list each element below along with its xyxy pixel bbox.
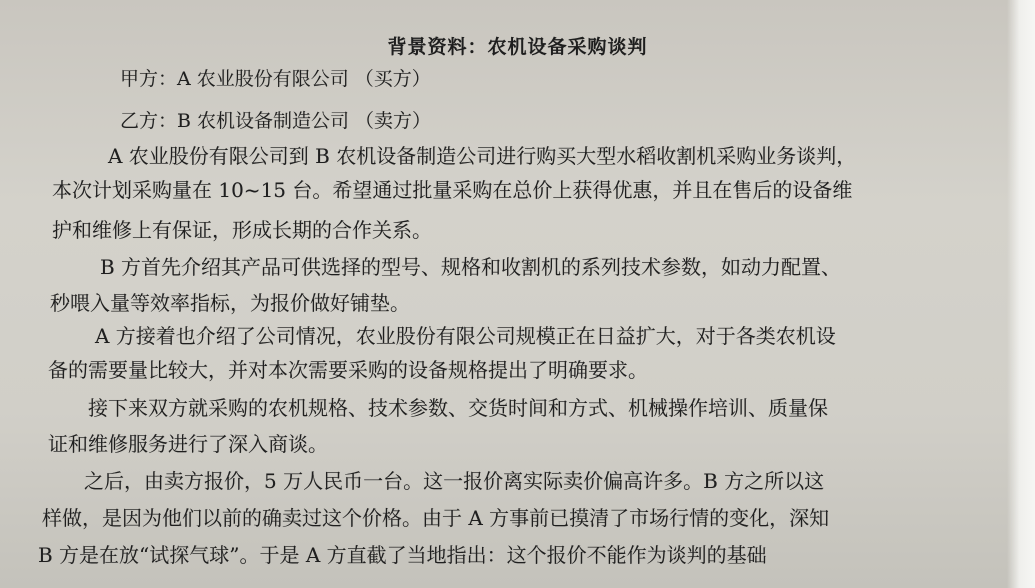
paragraph-line-10: 之后，由卖方报价，5 万人民币一台。这一报价离实际卖价偏高许多。B 方之所以这	[84, 469, 825, 493]
paragraph-line-2: 本次计划采购量在 10~15 台。希望通过批量采购在总价上获得优惠，并且在售后的设备维	[52, 178, 853, 202]
paragraph-line-9: 证和维修服务进行了深入商谈。	[48, 432, 328, 456]
paragraph-line-11: 样做，是因为他们以前的确卖过这个价格。由于 A 方事前已摸清了市场行情的变化，深知	[42, 506, 830, 530]
paragraph-line-1: A 农业股份有限公司到 B 农机设备制造公司进行购买大型水稻收割机采购业务谈判，	[108, 144, 857, 168]
paragraph-line-4: B 方首先介绍其产品可供选择的型号、规格和收割机的系列技术参数，如动力配置、	[100, 255, 842, 279]
paragraph-line-7: 备的需要量比较大，并对本次需要采购的设备规格提出了明确要求。	[48, 358, 648, 382]
party-b-line: 乙方：B 农机设备制造公司 （卖方）	[120, 110, 432, 132]
party-a-line: 甲方：A 农业股份有限公司 （买方）	[120, 68, 431, 90]
paragraph-line-5: 秒喂入量等效率指标，为报价做好铺垫。	[50, 291, 410, 315]
paragraph-line-8: 接下来双方就采购的农机规格、技术参数、交货时间和方式、机械操作培训、质量保	[88, 396, 828, 420]
paragraph-line-6: A 方接着也介绍了公司情况，农业股份有限公司规模正在日益扩大，对于各类农机设	[95, 324, 836, 348]
paragraph-line-3: 护和维修上有保证，形成长期的合作关系。	[52, 218, 432, 242]
paragraph-line-12: B 方是在放“试探气球”。于是 A 方直截了当地指出：这个报价不能作为谈判的基础	[38, 543, 767, 567]
document-title: 背景资料：农机设备采购谈判	[387, 36, 648, 58]
